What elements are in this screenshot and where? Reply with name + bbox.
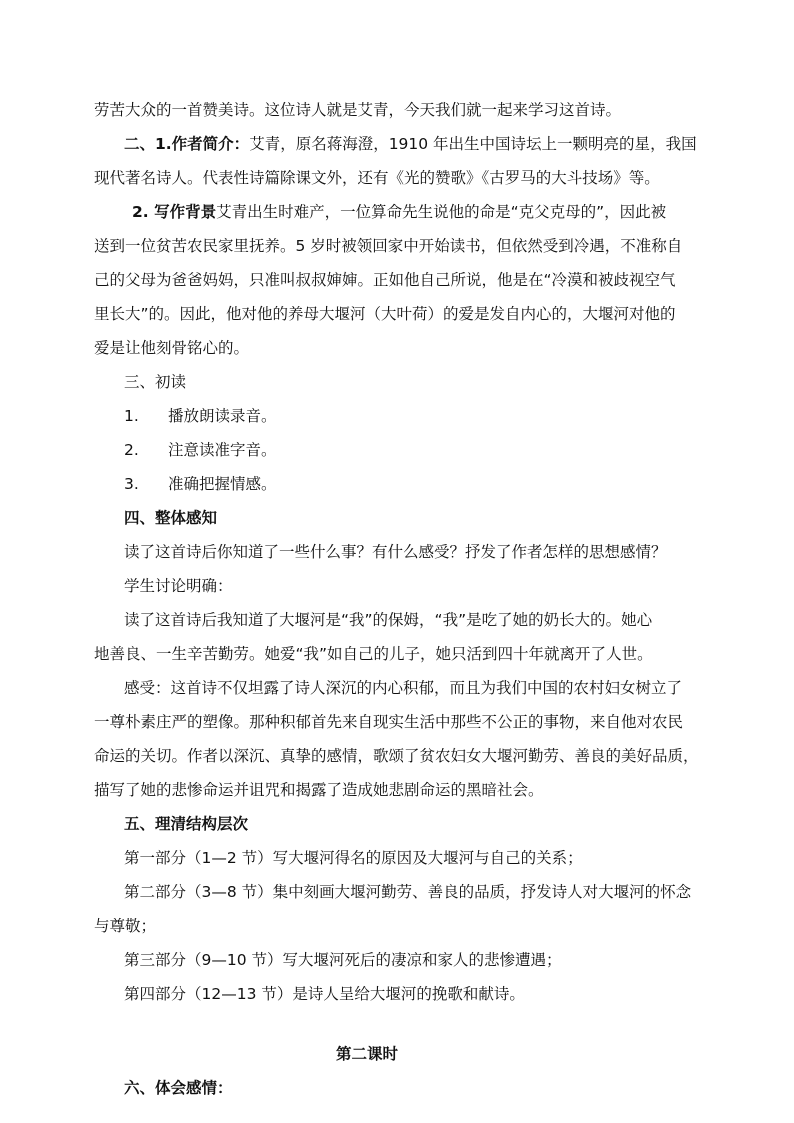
item-text: 播放朗读录音。	[168, 407, 277, 425]
background-line-5: 爱是让他刻骨铭心的。	[94, 339, 250, 357]
item-number: 1.	[124, 407, 139, 425]
background-line-4: 里长大”的。因此，他对他的养母大堰河（大叶荷）的爱是发自内心的，大堰河对他的	[94, 305, 676, 323]
first-reading-item	[124, 439, 277, 461]
first-reading-item	[124, 405, 277, 427]
feeling-line-2: 一尊朴素庄严的塑像。那种积郁首先来自现实生活中那些不公正的事物，来自他对农民	[94, 713, 684, 731]
answer-line-2: 地善良、一生辛苦勤劳。她爱“我”如自己的儿子，她只活到四十年就离开了人世。	[94, 645, 653, 663]
feeling-line-3: 命运的关切。作者以深沉、真挚的感情，歌颂了贫农妇女大堰河勤劳、善良的美好品质，	[94, 747, 699, 765]
feeling-line-1: 感受：这首诗不仅坦露了诗人深沉的内心积郁，而且为我们中国的农村妇女树立了	[124, 679, 683, 697]
structure-part-1: 第一部分（1—2 节）写大堰河得名的原因及大堰河与自己的关系；	[124, 849, 583, 867]
author-intro-heading: 二、1.作者简介：	[124, 135, 250, 153]
item-number: 2.	[124, 441, 139, 459]
discussion-line: 学生讨论明确：	[124, 577, 233, 595]
question-line: 读了这首诗后你知道了一些什么事？有什么感受？抒发了作者怎样的思想感情？	[124, 543, 667, 561]
author-intro-line-2: 现代著名诗人。代表性诗篇除课文外，还有《光的赞歌》《古罗马的大斗技场》等。	[94, 169, 660, 187]
structure-part-2: 第二部分（3—8 节）集中刻画大堰河勤劳、善良的品质，抒发诗人对大堰河的怀念	[124, 883, 692, 901]
structure-heading: 五、理清结构层次	[124, 815, 249, 833]
background-line-2: 送到一位贫苦农民家里抚养。5 岁时被领回家中开始读书，但依然受到冷遇，不准称自	[94, 237, 683, 255]
first-reading-item	[124, 473, 277, 495]
background-text-1: 艾青出生时难产，一位算命先生说他的命是“克父克母的”，因此被	[216, 203, 667, 221]
structure-part-2-continued: 与尊敬；	[94, 917, 157, 935]
feeling-section-heading: 六、体会感情：	[124, 1079, 233, 1097]
item-number: 3.	[124, 475, 139, 493]
structure-part-4: 第四部分（12—13 节）是诗人呈给大堰河的挽歌和献诗。	[124, 985, 525, 1003]
author-intro-line	[124, 133, 697, 155]
first-reading-heading: 三、初读	[124, 373, 187, 391]
item-text: 注意读准字音。	[168, 441, 277, 459]
structure-part-3: 第三部分（9—10 节）写大堰河死后的凄凉和家人的悲惨遭遇；	[124, 951, 562, 969]
item-text: 准确把握情感。	[168, 475, 277, 493]
feeling-line-4: 描写了她的悲惨命运并诅咒和揭露了造成她悲剧命运的黑暗社会。	[94, 781, 544, 799]
intro-tail-line: 劳苦大众的一首赞美诗。这位诗人就是艾青，今天我们就一起来学习这首诗。	[94, 101, 622, 119]
background-line-3: 己的父母为爸爸妈妈，只准叫叔叔婶婶。正如他自己所说，他是在“冷漠和被歧视空气	[94, 271, 676, 289]
author-intro-text: 艾青，原名蒋海澄，1910 年出生中国诗坛上一颗明亮的星，我国	[249, 135, 697, 153]
lesson-two-title: 第二课时	[335, 1045, 398, 1063]
overall-perception-heading: 四、整体感知	[124, 509, 218, 527]
background-line-1	[132, 201, 666, 223]
background-heading: 2. 写作背景	[132, 203, 217, 221]
answer-line-1: 读了这首诗后我知道了大堰河是“我”的保姆，“我”是吃了她的奶长大的。她心	[124, 611, 653, 629]
